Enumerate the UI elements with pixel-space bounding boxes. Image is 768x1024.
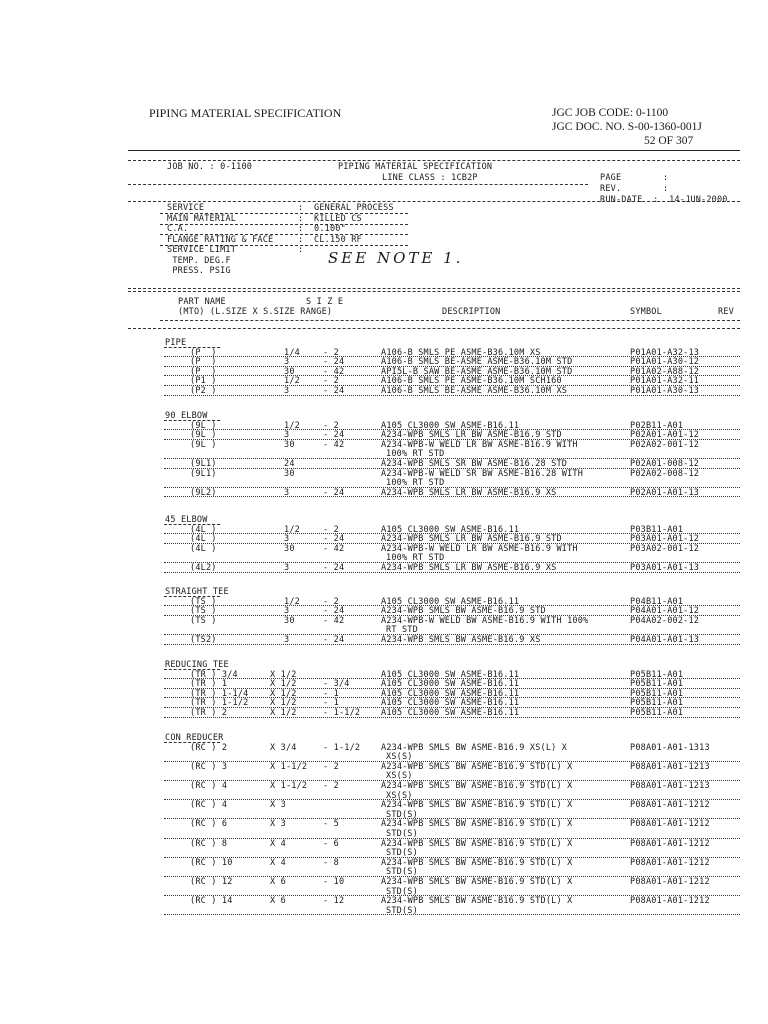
size-large: 1/2 <box>284 420 300 431</box>
description-line: A234-WPB-W WELD SR BW ASME-B16.28 WITH <box>381 468 584 479</box>
description-line: STD(S) <box>386 829 418 839</box>
description-line: A106-B SMLS BE-ASME ASME-B36.10M STD <box>381 357 573 368</box>
symbol-code: P02A02-001-12 <box>630 439 700 450</box>
part-code: (RC ) 4 <box>190 800 228 811</box>
part-code: (TR ) 1 <box>190 679 228 690</box>
page-colon: : <box>663 173 669 183</box>
document-codes <box>552 106 702 148</box>
description-line: A234-WPB SMLS BW ASME-B16.9 STD(L) X <box>381 857 573 868</box>
size-range: - 5 <box>323 819 339 830</box>
symbol-code: P08A01-A01-1212 <box>630 857 710 868</box>
service-colon: : <box>298 224 304 234</box>
job-no: JOB NO. : 0-1100 <box>167 162 253 172</box>
symbol-code: P02A01-A01-12 <box>630 430 700 441</box>
description-line: A234-WPB SMLS BW ASME-B16.9 STD(L) X <box>381 781 573 791</box>
size-large: 1/2 <box>284 376 300 387</box>
part-code: (TR ) 1-1/4 <box>190 688 249 699</box>
description-line: A105 CL3000 SW ASME-B16.11 <box>381 596 520 607</box>
description-line: STD(S) <box>386 848 418 859</box>
service-row-rule <box>160 224 408 225</box>
size-range: - 24 <box>323 386 345 396</box>
col-rev: REV <box>718 307 734 317</box>
symbol-code: P04A01-A01-12 <box>630 606 700 617</box>
handwritten-note: SEE NOTE 1. <box>328 249 464 267</box>
description-line: 100% RT STD <box>386 478 445 489</box>
size-range: - 24 <box>323 606 345 617</box>
symbol-code: P04A02-002-12 <box>630 615 700 626</box>
service-value: KILLED CS <box>314 213 362 224</box>
row-rule <box>164 914 740 915</box>
symbol-code: P08A01-A01-1213 <box>630 761 710 772</box>
symbol-code: P04A01-A01-13 <box>630 635 700 645</box>
symbol-code: P01A01-A32-13 <box>630 347 700 358</box>
col-part-name: PART NAME <box>178 297 226 307</box>
size-small: X 1/2 <box>270 688 297 699</box>
size-large: 3 <box>284 386 290 396</box>
size-large: 3 <box>284 606 290 617</box>
description-line: A234-WPB-W WELD LR BW ASME-B16.9 WITH <box>381 543 578 554</box>
section-title: STRAIGHT TEE <box>165 587 229 597</box>
description-line: XS(S) <box>386 771 413 782</box>
symbol-code: P08A01-A01-1212 <box>630 877 710 887</box>
section-title: CON REDUCER <box>165 733 224 743</box>
description-line: RT STD <box>386 625 418 636</box>
part-code: (9L ) <box>190 439 217 450</box>
description-line: A234-WPB SMLS BW ASME-B16.9 STD(L) X <box>381 896 573 907</box>
part-code: (4L2) <box>190 563 217 573</box>
run-date: RUN-DATE : 14-JUN-2000 <box>600 195 728 205</box>
description-line: A234-WPB SMLS BW ASME-B16.9 STD <box>381 606 546 617</box>
description-line: A106-B SMLS PE ASME-B36.10M SCH160 <box>381 376 562 387</box>
size-small: X 1/2 <box>270 708 297 718</box>
size-range: - 3/4 <box>323 679 350 690</box>
size-small: X 1-1/2 <box>270 781 308 791</box>
symbol-code: P05B11-A01 <box>630 669 684 680</box>
symbol-code: P08A01-A01-1212 <box>630 819 710 830</box>
symbol-code: P01A01-A32-11 <box>630 376 700 387</box>
part-code: (RC ) 2 <box>190 742 228 753</box>
part-code: (9L2) <box>190 487 217 498</box>
part-code: (P ) <box>190 366 217 377</box>
size-range: - 6 <box>323 838 339 849</box>
description-line: A106-B SMLS BE-ASME ASME-B36.10M XS <box>381 386 568 396</box>
spec-title: PIPING MATERIAL SPECIFICATION <box>338 162 493 172</box>
section-title: 90 ELBOW <box>165 411 208 421</box>
description-line: 100% RT STD <box>386 553 445 564</box>
row-rule <box>164 496 740 497</box>
col-description: DESCRIPTION <box>442 307 501 317</box>
size-range: - 24 <box>323 635 345 645</box>
description-line: A234-WPB SMLS BW ASME-B16.9 STD(L) X <box>381 800 573 811</box>
symbol-code: P03A01-A01-13 <box>630 563 700 573</box>
symbol-code: P05B11-A01 <box>630 679 684 690</box>
size-range: - 42 <box>323 366 345 377</box>
columns-rule-bottom <box>128 328 740 329</box>
size-small: X 1/2 <box>270 679 297 690</box>
service-colon: : <box>298 234 304 245</box>
description-line: A234-WPB SMLS LR BW ASME-B16.9 STD <box>381 534 562 545</box>
service-label: MAIN MATERIAL <box>167 213 237 224</box>
size-small: X 1/2 <box>270 669 297 680</box>
line-class: LINE CLASS : 1CB2P <box>382 173 478 183</box>
part-code: (RC ) 4 <box>190 781 228 791</box>
service-label: FLANGE RATING & FACE <box>167 234 274 245</box>
service-value: GENERAL PROCESS <box>314 203 394 213</box>
part-code: (TR ) 3/4 <box>190 669 238 680</box>
size-large: 24 <box>284 459 295 469</box>
symbol-code: P01A01-A30-13 <box>630 386 700 396</box>
size-small: X 3 <box>270 800 286 811</box>
size-large: 3 <box>284 357 290 368</box>
symbol-code: P08A01-A01-1212 <box>630 896 710 907</box>
part-code: (4L ) <box>190 534 217 545</box>
size-range: - 8 <box>323 857 339 868</box>
spec-rule-bottom <box>128 201 740 202</box>
size-small: X 6 <box>270 896 286 907</box>
part-code: (4L ) <box>190 524 217 535</box>
size-range: - 2 <box>323 420 339 431</box>
size-range: - 1-1/2 <box>323 708 361 718</box>
service-label: PRESS. PSIG <box>167 266 231 276</box>
page-label: PAGE <box>600 173 622 183</box>
description-line: A105 CL3000 SW ASME-B16.11 <box>381 679 520 690</box>
description-line: A234-WPB SMLS LR BW ASME-B16.9 STD <box>381 430 562 441</box>
size-range: - 2 <box>323 596 339 607</box>
size-range: - 24 <box>323 563 345 573</box>
service-label: SERVICE LIMIT <box>167 245 237 255</box>
symbol-code: P02B11-A01 <box>630 420 684 431</box>
part-code: (TR ) 2 <box>190 708 228 718</box>
size-small: X 4 <box>270 838 286 849</box>
part-code: (TS2) <box>190 635 217 645</box>
symbol-code: P08A01-A01-1212 <box>630 800 710 811</box>
description-line: A234-WPB SMLS SR BW ASME-B16.28 STD <box>381 459 568 469</box>
part-code: (TS ) <box>190 606 217 617</box>
size-range: - 24 <box>323 357 345 368</box>
description-line: A105 CL3000 SW ASME-B16.11 <box>381 669 520 680</box>
spec-rule-top <box>128 160 740 161</box>
description-line: STD(S) <box>386 809 418 820</box>
part-code: (9L ) <box>190 420 217 431</box>
size-range: - 24 <box>323 487 345 498</box>
row-rule <box>164 717 740 718</box>
description-line: STD(S) <box>386 905 418 916</box>
description-line: A234-WPB SMLS LR BW ASME-B16.9 XS <box>381 563 557 573</box>
symbol-code: P02A01-A01-13 <box>630 487 700 498</box>
doc-number: JGC DOC. NO. S-00-1360-001J <box>552 121 702 133</box>
size-range: - 42 <box>323 543 345 554</box>
part-code: (RC ) 8 <box>190 838 228 849</box>
size-large: 30 <box>284 366 295 377</box>
size-small: X 6 <box>270 877 286 887</box>
symbol-code: P04B11-A01 <box>630 596 684 607</box>
size-small: X 3 <box>270 819 286 830</box>
description-line: A105 CL3000 SW ASME-B16.11 <box>381 708 520 718</box>
symbol-code: P08A01-A01-1313 <box>630 742 710 753</box>
symbol-code: P01A02-A88-12 <box>630 366 700 377</box>
description-line: XS(S) <box>386 752 413 763</box>
size-large: 3 <box>284 534 290 545</box>
symbol-code: P03A02-001-12 <box>630 543 700 554</box>
description-line: STD(S) <box>386 886 418 897</box>
part-code: (RC ) 14 <box>190 896 233 907</box>
description-line: A234-WPB SMLS BW ASME-B16.9 STD(L) X <box>381 761 573 772</box>
size-small: X 4 <box>270 857 286 868</box>
size-large: 30 <box>284 615 295 626</box>
size-range: - 2 <box>323 347 339 358</box>
section-title: PIPE <box>165 338 187 348</box>
description-line: STD(S) <box>386 867 418 878</box>
description-line: 100% RT STD <box>386 449 445 460</box>
symbol-code: P03A01-A01-12 <box>630 534 700 545</box>
size-large: 1/2 <box>284 596 300 607</box>
description-line: A105 CL3000 SW ASME-B16.11 <box>381 420 520 431</box>
part-code: (9L1) <box>190 459 217 469</box>
size-small: X 1-1/2 <box>270 761 308 772</box>
description-line: A234-WPB SMLS BW ASME-B16.9 STD(L) X <box>381 838 573 849</box>
symbol-code: P02A02-008-12 <box>630 468 700 479</box>
job-code: JGC JOB CODE: 0-1100 <box>552 107 669 119</box>
symbol-code: P05B11-A01 <box>630 698 684 709</box>
service-colon: : <box>298 213 304 224</box>
size-range: - 42 <box>323 615 345 626</box>
document-title: PIPING MATERIAL SPECIFICATION <box>149 106 342 120</box>
part-code: (RC ) 12 <box>190 877 233 887</box>
size-small: X 3/4 <box>270 742 297 753</box>
size-large: 3 <box>284 635 290 645</box>
symbol-code: P08A01-A01-1213 <box>630 781 710 791</box>
part-code: (RC ) 3 <box>190 761 228 772</box>
part-code: (4L ) <box>190 543 217 554</box>
page-count: 52 OF 307 <box>644 135 694 147</box>
symbol-code: P05B11-A01 <box>630 708 684 718</box>
description-line: XS(S) <box>386 790 413 801</box>
spec-rule-mid <box>128 184 588 185</box>
header-rule <box>128 150 740 151</box>
part-code: (P ) <box>190 347 217 358</box>
row-rule <box>164 395 740 396</box>
symbol-code: P05B11-A01 <box>630 688 684 699</box>
size-large: 30 <box>284 439 295 450</box>
description-line: API5L-B SAW BE-ASME ASME-B36.10M STD <box>381 366 573 377</box>
row-rule <box>164 644 740 645</box>
part-code: (RC ) 6 <box>190 819 228 830</box>
part-code: (RC ) 10 <box>190 857 233 868</box>
size-range: - 10 <box>323 877 345 887</box>
size-range: - 2 <box>323 761 339 772</box>
symbol-code: P01A01-A30-12 <box>630 357 700 368</box>
part-code: (P1 ) <box>190 376 217 387</box>
description-line: A234-WPB SMLS BW ASME-B16.9 STD(L) X <box>381 877 573 887</box>
description-line: A234-WPB SMLS BW ASME-B16.9 STD(L) X <box>381 819 573 830</box>
part-code: (P2 ) <box>190 386 217 396</box>
size-small: X 1/2 <box>270 698 297 709</box>
description-line: A234-WPB-W WELD LR BW ASME-B16.9 WITH <box>381 439 578 450</box>
size-large: 30 <box>284 468 295 479</box>
size-range: - 2 <box>323 524 339 535</box>
service-label: C.A. <box>167 224 189 234</box>
section-title: REDUCING TEE <box>165 660 229 670</box>
part-code: (TS ) <box>190 615 217 626</box>
symbol-code: P02A01-008-12 <box>630 459 700 469</box>
description-line: A234-WPB-W WELD BW ASME-B16.9 WITH 100% <box>381 615 589 626</box>
size-large: 30 <box>284 543 295 554</box>
service-label: TEMP. DEG.F <box>167 255 231 266</box>
rev-colon: : <box>663 184 669 194</box>
size-large: 3 <box>284 430 290 441</box>
service-label: SERVICE <box>167 203 205 213</box>
description-line: A234-WPB SMLS BW ASME-B16.9 XS <box>381 635 541 645</box>
service-value: CL.150 RF <box>314 234 362 245</box>
size-large: 1/4 <box>284 347 300 358</box>
symbol-code: P08A01-A01-1212 <box>630 838 710 849</box>
part-code: (9L ) <box>190 430 217 441</box>
description-line: A105 CL3000 SW ASME-B16.11 <box>381 524 520 535</box>
description-line: A105 CL3000 SW ASME-B16.11 <box>381 688 520 699</box>
columns-rule-top2 <box>128 291 740 292</box>
col-size: S I Z E <box>306 297 344 307</box>
description-line: A234-WPB SMLS LR BW ASME-B16.9 XS <box>381 487 557 498</box>
size-range: - 1 <box>323 688 339 699</box>
size-large: 3 <box>284 563 290 573</box>
col-symbol: SYMBOL <box>630 307 662 317</box>
description-line: A105 CL3000 SW ASME-B16.11 <box>381 698 520 709</box>
service-colon: : <box>298 245 304 255</box>
size-range: - 2 <box>323 781 339 791</box>
size-range: - 24 <box>323 534 345 545</box>
columns-rule-top <box>128 288 740 289</box>
row-rule <box>164 572 740 573</box>
part-code: (P ) <box>190 357 217 368</box>
service-value: 0.100" <box>314 224 346 234</box>
symbol-code: P03B11-A01 <box>630 524 684 535</box>
description-line: A234-WPB SMLS BW ASME-B16.9 XS(L) X <box>381 742 568 753</box>
part-code: (9L1) <box>190 468 217 479</box>
section-title: 45 ELBOW <box>165 515 208 525</box>
part-code: (TS ) <box>190 596 217 607</box>
part-code: (TR ) 1-1/2 <box>190 698 249 709</box>
rev-label: REV. <box>600 184 622 194</box>
size-range: - 1 <box>323 698 339 709</box>
size-large: 1/2 <box>284 524 300 535</box>
size-range: - 12 <box>323 896 345 907</box>
size-large: 3 <box>284 487 290 498</box>
size-range: - 42 <box>323 439 345 450</box>
size-range: - 2 <box>323 376 339 387</box>
service-colon: : <box>298 203 304 213</box>
col-mto: (MTO) (L.SIZE X S.SIZE RANGE) <box>178 307 333 317</box>
size-range: - 1-1/2 <box>323 742 361 753</box>
description-line: A106-B SMLS PE ASME-B36.10M XS <box>381 347 541 358</box>
size-range: - 24 <box>323 430 345 441</box>
columns-rule-under <box>160 320 740 321</box>
